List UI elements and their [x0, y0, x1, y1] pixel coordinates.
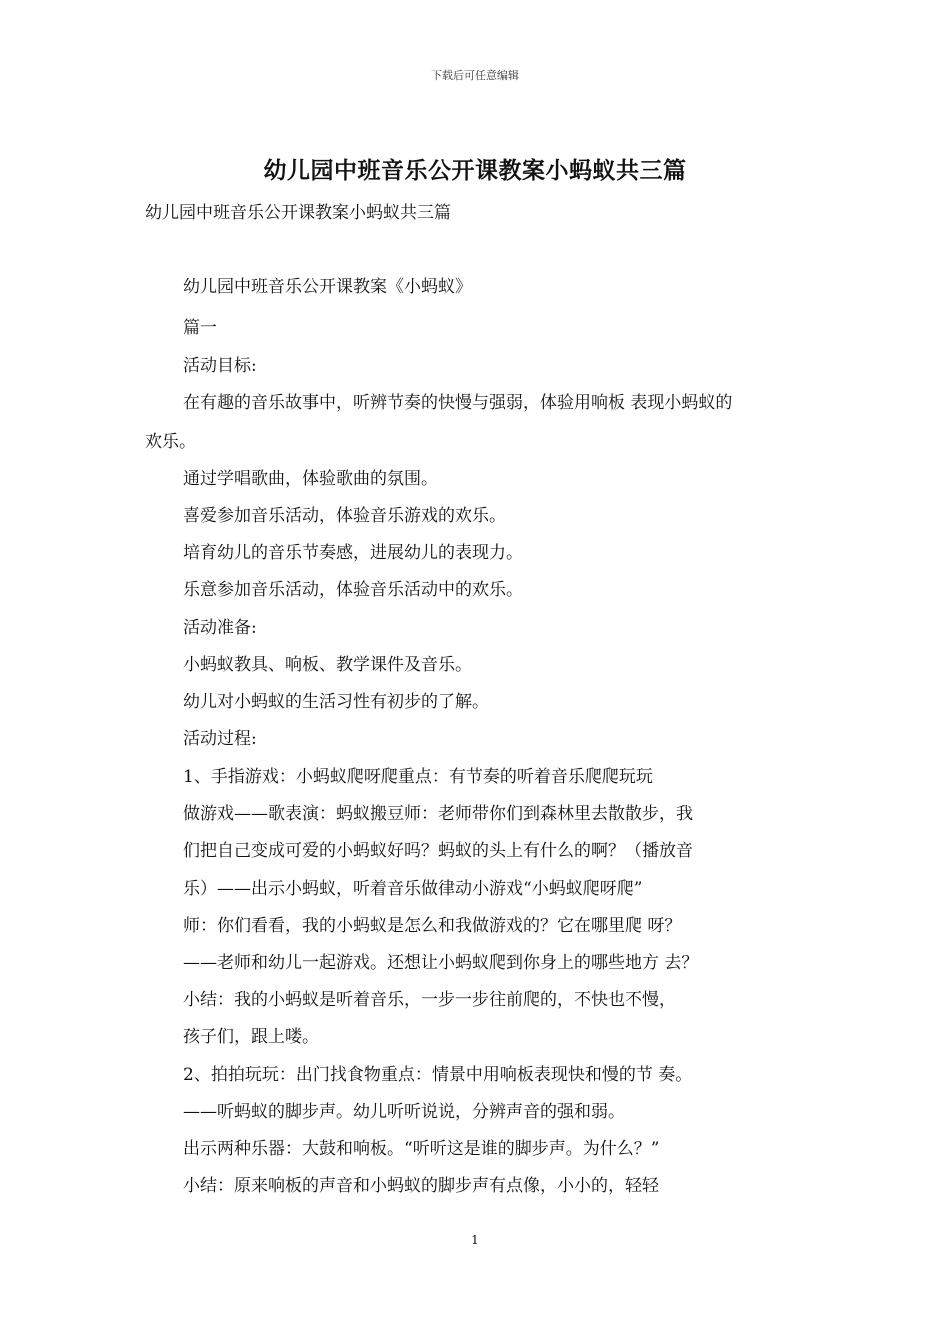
body-line: 孩子们，跟上喽。	[183, 1027, 319, 1047]
body-line: 通过学唱歌曲，体验歌曲的氛围。	[183, 469, 438, 489]
body-line: 师：你们看看，我的小蚂蚁是怎么和我做游戏的？它在哪里爬 呀？	[183, 916, 682, 936]
body-line: ——听蚂蚁的脚步声。幼儿听听说说，分辨声音的强和弱。	[183, 1102, 625, 1122]
body-line: 们把自己变成可爱的小蚂蚁好吗？蚂蚁的头上有什么的啊？（播放音	[183, 841, 693, 861]
body-line: 活动过程:	[183, 729, 257, 749]
body-line: 小结：原来响板的声音和小蚂蚁的脚步声有点像，小小的，轻轻	[183, 1176, 659, 1196]
body-line: 活动准备:	[183, 618, 257, 638]
header-note: 下载后可任意编辑	[431, 69, 519, 82]
body-line: 篇一	[183, 318, 217, 338]
document-subtitle: 幼儿园中班音乐公开课教案小蚂蚁共三篇	[145, 203, 451, 223]
body-line: 乐意参加音乐活动，体验音乐活动中的欢乐。	[183, 580, 523, 600]
page-number: 1	[471, 1233, 479, 1247]
document-title: 幼儿园中班音乐公开课教案小蚂蚁共三篇	[263, 157, 687, 184]
body-line: 培育幼儿的音乐节奏感，进展幼儿的表现力。	[183, 543, 523, 563]
body-line: 2、拍拍玩玩：出门找食物重点：情景中用响板表现快和慢的节 奏。	[183, 1065, 693, 1085]
body-line: 活动目标:	[183, 356, 257, 376]
body-line: 出示两种乐器：大鼓和响板。“听听这是谁的脚步声。为什么？”	[183, 1139, 660, 1159]
body-line: 喜爱参加音乐活动，体验音乐游戏的欢乐。	[183, 506, 506, 526]
body-line: 在有趣的音乐故事中，听辨节奏的快慢与强弱，体验用响板 表现小蚂蚁的	[183, 393, 733, 413]
body-line: 做游戏——歌表演：蚂蚁搬豆师：老师带你们到森林里去散散步，我	[183, 804, 693, 824]
body-line: 小结：我的小蚂蚁是听着音乐，一步一步往前爬的，不快也不慢，	[183, 990, 676, 1010]
body-line: 小蚂蚁教具、响板、教学课件及音乐。	[183, 655, 472, 675]
body-line: 幼儿对小蚂蚁的生活习性有初步的了解。	[183, 692, 489, 712]
body-line: 1、手指游戏：小蚂蚁爬呀爬重点：有节奏的听着音乐爬爬玩玩	[183, 767, 653, 787]
body-line: 幼儿园中班音乐公开课教案《小蚂蚁》	[183, 277, 472, 297]
body-line: 欢乐。	[145, 432, 196, 452]
body-line: ——老师和幼儿一起游戏。还想让小蚂蚁爬到你身上的哪些地方 去？	[183, 953, 699, 973]
body-line: 乐）——出示小蚂蚁，听着音乐做律动小游戏“小蚂蚁爬呀爬”	[183, 879, 643, 899]
